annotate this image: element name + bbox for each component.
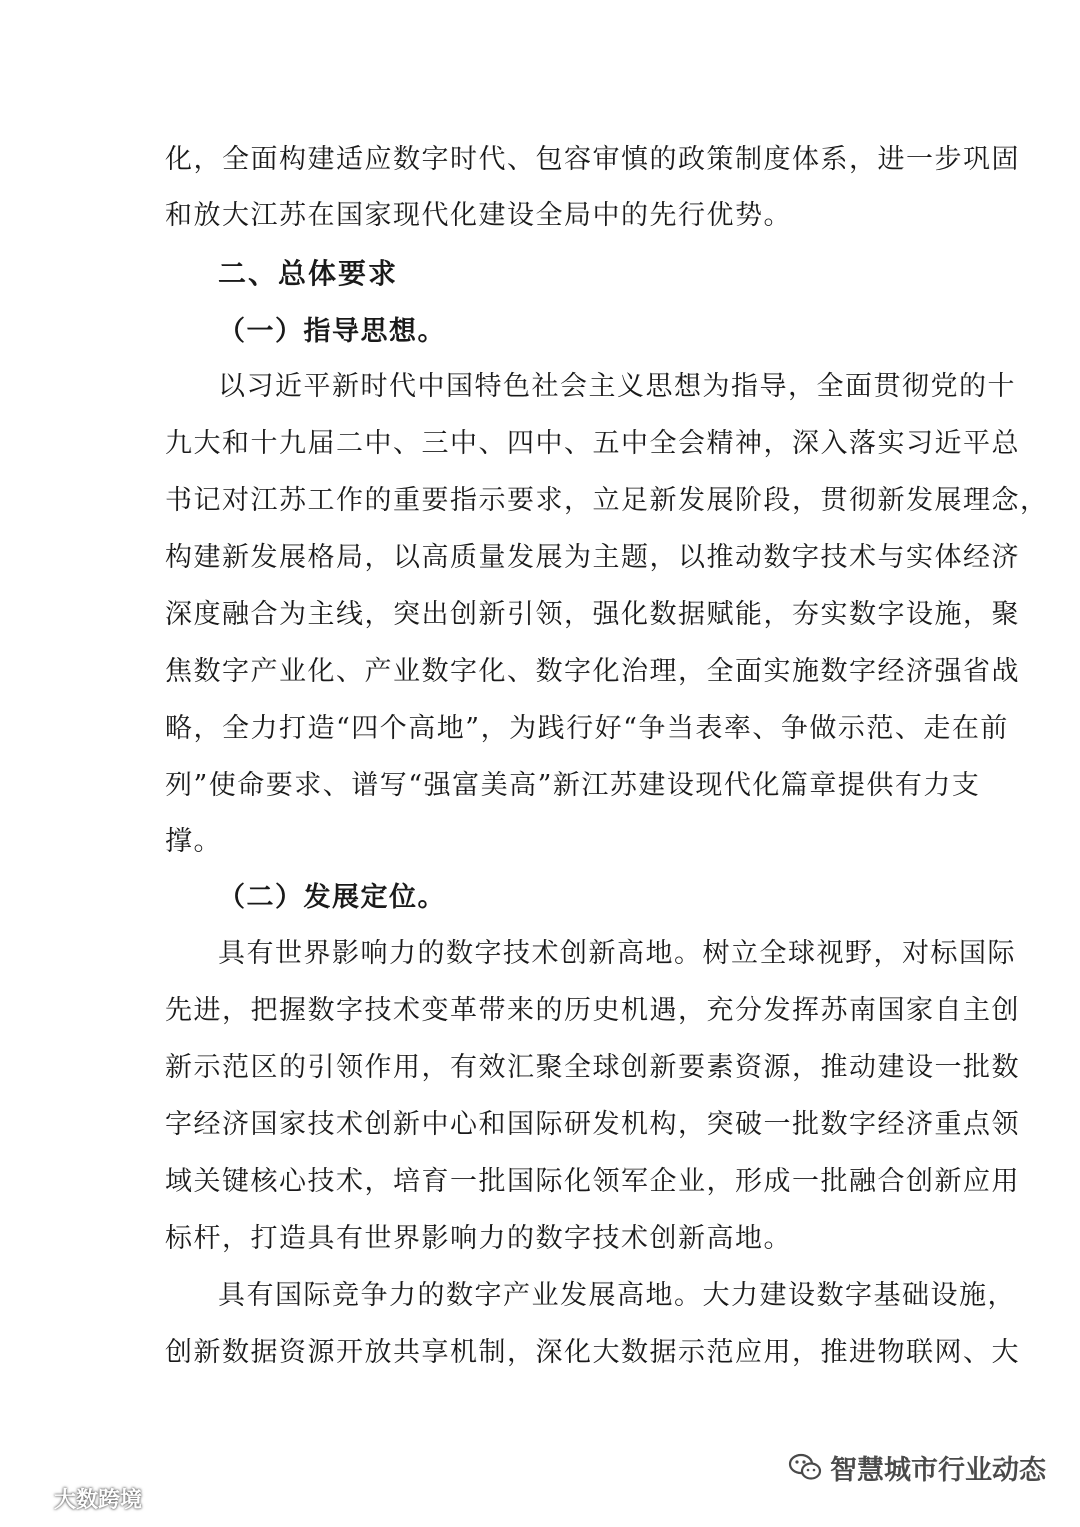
subsection-heading-development-positioning: （二）发展定位。 — [218, 882, 446, 913]
text-line: 和放大江苏在国家现代化建设全局中的先行优势。 — [165, 200, 792, 231]
text-line: 书记对江苏工作的重要指示要求，立足新发展阶段，贯彻新发展理念， — [165, 485, 1049, 516]
text-line: 域关键核心技术，培育一批国际化领军企业，形成一批融合创新应用 — [165, 1166, 1020, 1197]
watermark-right — [788, 1447, 1046, 1487]
text-line: 撑。 — [165, 826, 222, 857]
text-line: 创新数据资源开放共享机制，深化大数据示范应用，推进物联网、大 — [165, 1337, 1020, 1368]
text-line: 略，全力打造“四个高地”，为践行好“争当表率、争做示范、走在前 — [165, 713, 1009, 744]
text-line: 九大和十九届二中、三中、四中、五中全会精神，深入落实习近平总 — [165, 428, 1020, 459]
text-line: 深度融合为主线，突出创新引领，强化数据赋能，夯实数字设施，聚 — [165, 599, 1020, 630]
text-line: 化，全面构建适应数字时代、包容审慎的政策制度体系，进一步巩固 — [165, 144, 1020, 175]
section-heading: 二、总体要求 — [218, 257, 399, 290]
watermark-left-text: 大数跨境 — [54, 1487, 143, 1513]
subsection-heading-guiding-ideology: （一）指导思想。 — [218, 316, 446, 347]
text-line: 焦数字产业化、产业数字化、数字化治理，全面实施数字经济强省战 — [165, 656, 1020, 687]
cloud-logo-icon — [8, 1487, 48, 1509]
text-line: 具有世界影响力的数字技术创新高地。树立全球视野，对标国际 — [218, 938, 1016, 969]
text-line: 以习近平新时代中国特色社会主义思想为指导，全面贯彻党的十 — [218, 371, 1016, 402]
wechat-icon — [788, 1452, 822, 1482]
text-line: 新示范区的引领作用，有效汇聚全球创新要素资源，推动建设一批数 — [165, 1052, 1020, 1083]
watermark-left — [8, 1483, 142, 1513]
text-line: 构建新发展格局，以高质量发展为主题，以推动数字技术与实体经济 — [165, 542, 1020, 573]
text-line: 标杆，打造具有世界影响力的数字技术创新高地。 — [165, 1223, 792, 1254]
text-line: 字经济国家技术创新中心和国际研发机构，突破一批数字经济重点领 — [165, 1109, 1020, 1140]
watermark-right-text: 智慧城市行业动态 — [830, 1454, 1046, 1486]
text-line: 先进，把握数字技术变革带来的历史机遇，充分发挥苏南国家自主创 — [165, 995, 1020, 1026]
text-line: 具有国际竞争力的数字产业发展高地。大力建设数字基础设施， — [218, 1280, 1016, 1311]
text-line: 列”使命要求、谱写“强富美高”新江苏建设现代化篇章提供有力支 — [165, 770, 981, 801]
